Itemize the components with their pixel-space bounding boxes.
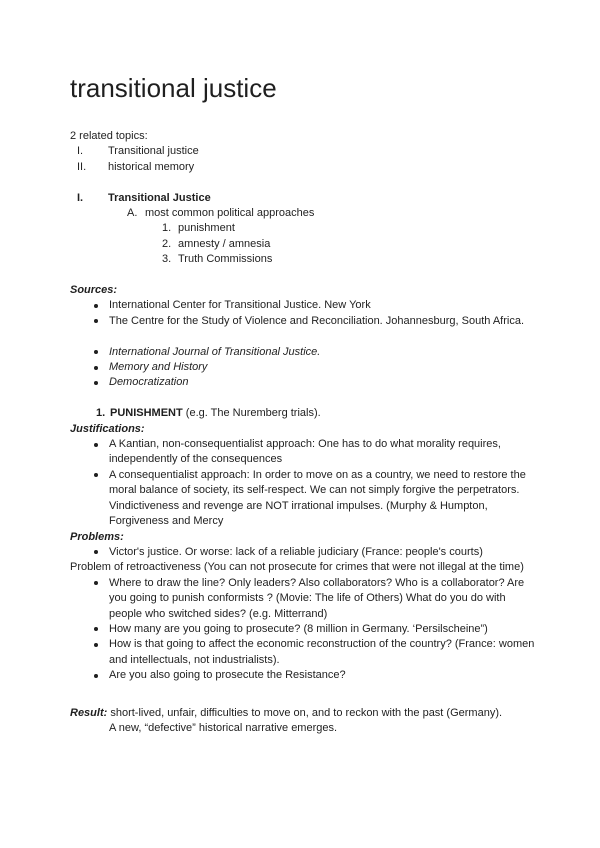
- list-item: [92, 314, 537, 329]
- section-heading: [96, 406, 537, 421]
- list-marker: I.: [77, 191, 84, 204]
- list-item: [92, 668, 537, 683]
- section-heading-rest: (e.g. The Nuremberg trials).: [182, 407, 321, 420]
- journal-text: International Journal of Transitional Justice.: [109, 345, 321, 358]
- bullet-icon: [92, 545, 109, 560]
- problem-text: How is that going to affect the economic reconstruction of the country? (France: women and intellectuals, not industrialists).: [109, 638, 535, 666]
- justification-text: A consequentialist approach: In order to move on as a country, we need to restore the moral balance of society, its self-respect. We can not simply forgive the perpetrators. Vindictiveness and revenge are NOT irrational impulses. (Murphy & Humpton, Forgiveness and Mercy: [109, 468, 526, 528]
- list-item: [92, 637, 537, 668]
- result-line2: A new, “defective” historical narrative emerges.: [109, 722, 338, 735]
- bullet-icon: [92, 622, 109, 637]
- list-marker: 2.: [162, 237, 172, 250]
- list-item: [77, 144, 537, 159]
- list-item-text: amnesty / amnesia: [178, 237, 271, 250]
- list-marker: 3.: [162, 253, 172, 266]
- list-item: [162, 237, 537, 252]
- bullet-icon: [92, 360, 109, 375]
- intro-heading: 2 related topics:: [70, 130, 148, 142]
- list-item: [92, 298, 537, 313]
- journal-text: Memory and History: [109, 361, 208, 374]
- bullet-icon: [92, 437, 109, 468]
- list-item: [92, 360, 537, 375]
- list-marker: II.: [77, 160, 87, 173]
- bullet-icon: [92, 345, 109, 360]
- sources-heading: Sources:: [70, 284, 118, 297]
- list-item: [92, 545, 537, 560]
- problem-text: Victor's justice. Or worse: lack of a reliable judiciary (France: people's courts): [109, 545, 483, 558]
- result-label: Result:: [70, 706, 108, 719]
- outline-heading-text: Transitional Justice: [108, 191, 211, 204]
- list-item: [162, 221, 537, 236]
- problems-paragraph: Problem of retroactiveness (You can not prosecute for crimes that were not illegal at the time): [70, 561, 524, 574]
- result-line: [70, 706, 537, 721]
- list-item: [127, 206, 537, 221]
- list-item: [92, 345, 537, 360]
- problems-heading: Problems:: [70, 530, 124, 543]
- list-item-text: Truth Commissions: [178, 253, 273, 266]
- list-item: [92, 622, 537, 637]
- list-item-text: historical memory: [108, 160, 195, 173]
- list-item: [162, 252, 537, 267]
- bullet-icon: [92, 298, 109, 313]
- source-text: International Center for Transitional Justice. New York: [109, 299, 371, 312]
- problem-text: Are you also going to prosecute the Resistance?: [109, 669, 346, 682]
- list-marker: I.: [77, 145, 84, 158]
- result-text: short-lived, unfair, difficulties to move on, and to reckon with the past (Germany).: [107, 706, 503, 719]
- list-marker: 1.: [96, 407, 106, 420]
- justifications-heading: Justifications:: [70, 422, 145, 435]
- source-text: The Centre for the Study of Violence and Reconciliation. Johannesburg, South Africa.: [109, 314, 524, 327]
- bullet-icon: [92, 314, 109, 329]
- list-item: [92, 375, 537, 390]
- list-item-text: Transitional justice: [108, 145, 199, 158]
- document-title: transitional justice: [70, 73, 277, 103]
- list-item: [92, 576, 537, 622]
- problem-text: How many are you going to prosecute? (8 million in Germany. ‘Persilscheine”): [109, 622, 488, 635]
- list-item-text: punishment: [178, 222, 235, 235]
- journal-text: Democratization: [109, 376, 189, 389]
- bullet-icon: [92, 468, 109, 530]
- section-heading-bold: PUNISHMENT: [110, 407, 183, 420]
- bullet-icon: [92, 637, 109, 668]
- problem-text: Where to draw the line? Only leaders? Also collaborators? Who is a collaborator? Are you going to punish conformists ? (Movie: The life of Others) What do you do with people who switched sides? (e.g. Mitterrand): [109, 576, 525, 620]
- bullet-icon: [92, 668, 109, 683]
- list-item: [92, 437, 537, 468]
- list-marker: 1.: [162, 222, 172, 235]
- section-heading-text: [110, 406, 537, 421]
- bullet-icon: [92, 576, 109, 622]
- bullet-icon: [92, 375, 109, 390]
- list-item: [92, 468, 537, 530]
- outline-heading: [77, 191, 537, 206]
- list-item-text: most common political approaches: [145, 207, 315, 220]
- list-marker: A.: [127, 207, 138, 220]
- justification-text: A Kantian, non-consequentialist approach: One has to do what morality requires, independently of the consequences: [109, 438, 501, 466]
- list-item: [77, 160, 537, 175]
